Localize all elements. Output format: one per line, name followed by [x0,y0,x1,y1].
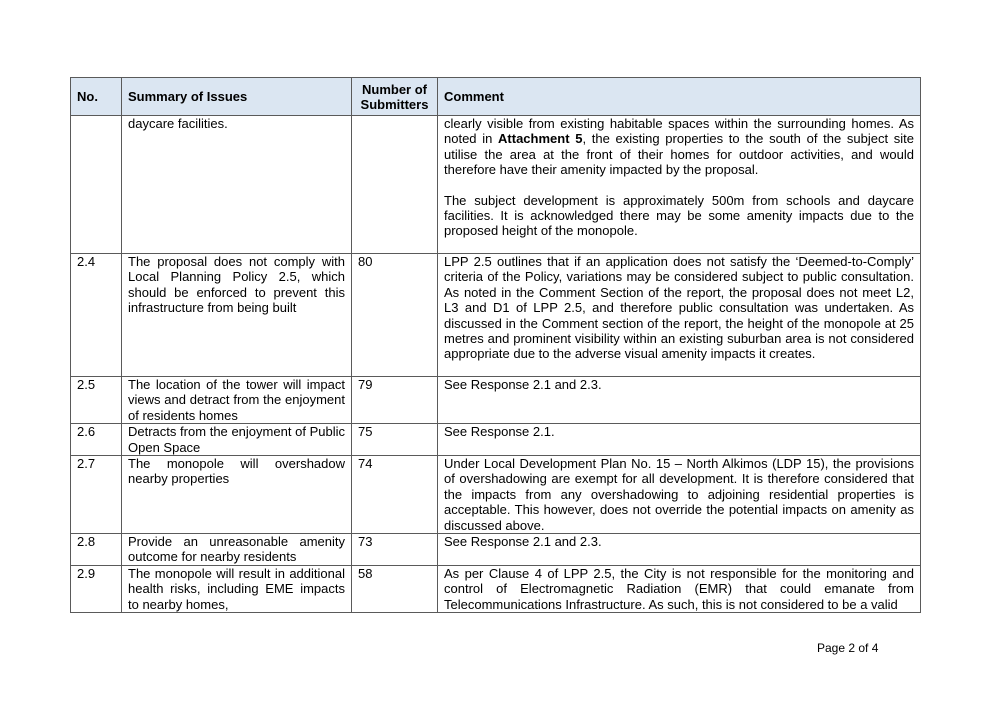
cell-comment: See Response 2.1 and 2.3. [438,377,921,424]
header-comment: Comment [438,78,921,116]
comment-text: clearly visible from existing habitable spaces within the surrounding homes. As noted in [444,116,914,147]
cell-summary: Detracts from the enjoyment of Public Open Space [122,424,352,456]
cell-comment: See Response 2.1 and 2.3. [438,534,921,566]
cell-comment: Under Local Development Plan No. 15 – North Alkimos (LDP 15), the provisions of overshadowing are exempt for all development. It is therefore considered that the impacts from any overshadowing to adjoining residential properties is acceptable. This however, does not override the potential impacts on amenity as discussed above. [438,456,921,534]
comment-paragraph [444,116,914,178]
cell-summary: Provide an unreasonable amenity outcome for nearby residents [122,534,352,566]
cell-comment: As per Clause 4 of LPP 2.5, the City is not responsible for the monitoring and control of Electromagnetic Radiation (EMR) that could emanate from Telecommunications Infrastructure. As such, this is not considered to be a valid [438,565,921,612]
cell-summary: The location of the tower will impact views and detract from the enjoyment of residents homes [122,377,352,424]
table-row [71,456,921,534]
cell-submitters [352,116,438,254]
cell-submitters: 80 [352,254,438,377]
cell-comment: See Response 2.1. [438,424,921,456]
table-row [71,534,921,566]
cell-submitters: 58 [352,565,438,612]
table-row [71,377,921,424]
table-row-continuation [71,116,921,254]
page-number: Page 2 of 4 [817,641,879,655]
cell-submitters: 79 [352,377,438,424]
table-row [71,424,921,456]
submissions-table [70,77,921,613]
header-summary: Summary of Issues [122,78,352,116]
cell-comment: LPP 2.5 outlines that if an application does not satisfy the ‘Deemed-to-Comply’ criteria of the Policy, variations may be considered subject to public consultation. As noted in the Comment Section of the report, the proposal does not meet L2, L3 and D1 of LPP 2.5, and therefore public consultation was undertaken. As discussed in the Comment section of the report, the height of the monopole at 25 metres and prominent visibility within an existing suburban area is not considered appropriate due to the adverse visual amenity impacts it creates. [438,254,921,377]
comment-paragraph: The subject development is approximately 500m from schools and daycare facilities. It is acknowledged there may be some amenity impacts due to the proposed height of the monopole. [444,192,914,239]
table-row [71,565,921,612]
cell-summary: daycare facilities. [122,116,352,254]
cell-submitters: 73 [352,534,438,566]
attachment-reference: Attachment 5 [498,131,583,147]
cell-comment [438,116,921,254]
cell-summary: The monopole will overshadow nearby properties [122,456,352,534]
cell-summary: The proposal does not comply with Local Planning Policy 2.5, which should be enforced to prevent this infrastructure from being built [122,254,352,377]
header-submitters: Number of Submitters [352,78,438,116]
cell-no: 2.7 [71,456,122,534]
cell-no: 2.9 [71,565,122,612]
cell-summary: The monopole will result in additional health risks, including EME impacts to nearby homes, [122,565,352,612]
table-row [71,254,921,377]
cell-no [71,116,122,254]
cell-no: 2.8 [71,534,122,566]
cell-submitters: 75 [352,424,438,456]
cell-no: 2.4 [71,254,122,377]
table-header-row [71,78,921,116]
cell-no: 2.5 [71,377,122,424]
cell-no: 2.6 [71,424,122,456]
comment-text: , the existing properties to the south of the subject site utilise the area at the front of their homes for outdoor activities, and would therefore have their amenity impacted by the proposal. [444,131,914,178]
header-no: No. [71,78,122,116]
cell-submitters: 74 [352,456,438,534]
